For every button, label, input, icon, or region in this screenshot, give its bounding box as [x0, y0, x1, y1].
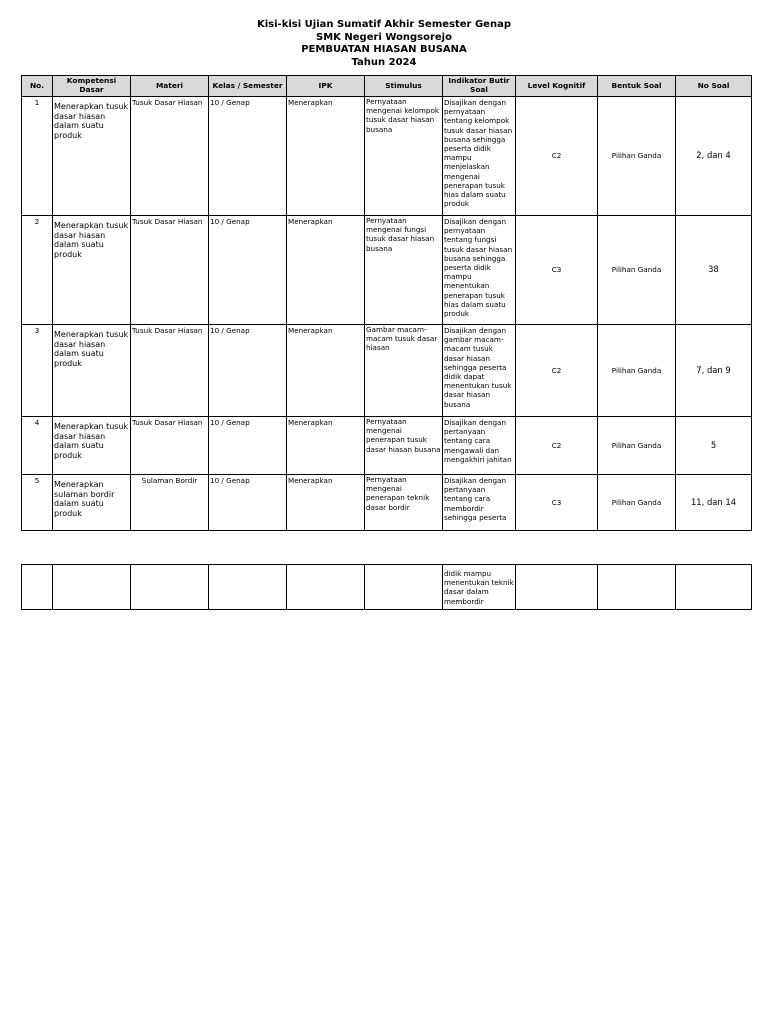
cell-stimulus: Pernyataan mengenai penerapan tusuk dasar hiasan busana	[365, 417, 443, 475]
cell-kd: Menerapkan sulaman bordir dalam suatu produk	[53, 475, 131, 531]
cell-no: 1	[22, 97, 53, 216]
cell-level: C2	[516, 325, 598, 417]
school-name: SMK Negeri Wongsorejo	[316, 31, 452, 43]
cell-bentuk: Pilihan Ganda	[598, 97, 676, 216]
cell-kelas: 10 / Genap	[209, 97, 287, 216]
cell-materi: Sulaman Bordir	[131, 475, 209, 531]
col-header-no: No.	[22, 76, 53, 97]
col-header-level: Level Kognitif	[516, 76, 598, 97]
cell-indikator: Disajikan dengan pernyataan tentang fungsi tusuk dasar hiasan busana sehingga peserta didik mampu menentukan penerapan tusuk hias dalam suatu produk	[443, 216, 516, 325]
cell-bentuk: Pilihan Ganda	[598, 417, 676, 475]
cell-kd: Menerapkan tusuk dasar hiasan dalam suatu produk	[53, 97, 131, 216]
cell-level: C3	[516, 216, 598, 325]
cell-kelas: 10 / Genap	[209, 475, 287, 531]
table-row	[22, 475, 752, 531]
cell-kelas: 10 / Genap	[209, 216, 287, 325]
cell-nosoal: 5	[676, 417, 752, 475]
cell-no: 3	[22, 325, 53, 417]
table-header-row	[22, 76, 752, 97]
cell-kd: Menerapkan tusuk dasar hiasan dalam suatu produk	[53, 325, 131, 417]
cell-kd: Menerapkan tusuk dasar hiasan dalam suatu produk	[53, 417, 131, 475]
cell-level: C2	[516, 97, 598, 216]
year-label: Tahun 2024	[351, 56, 417, 68]
cell-materi: Tusuk Dasar Hiasan	[131, 417, 209, 475]
col-header-bentuk: Bentuk Soal	[598, 76, 676, 97]
col-header-kelas: Kelas / Semester	[209, 76, 287, 97]
cell-materi	[131, 565, 209, 610]
cell-indikator: Disajikan dengan pertanyaan tentang cara mengawali dan mengakhiri jahitan	[443, 417, 516, 475]
cell-ipk: Menerapkan	[287, 325, 365, 417]
col-header-ipk: IPK	[287, 76, 365, 97]
cell-indikator: Disajikan dengan pertanyaan tentang cara membordir sehingga peserta	[443, 475, 516, 531]
doc-title: Kisi-kisi Ujian Sumatif Akhir Semester Genap	[257, 19, 511, 30]
cell-kelas	[209, 565, 287, 610]
kisi-kisi-table	[21, 75, 752, 531]
table-row	[22, 97, 752, 216]
cell-no: 5	[22, 475, 53, 531]
cell-level: C2	[516, 417, 598, 475]
cell-ipk: Menerapkan	[287, 475, 365, 531]
continuation-table	[21, 564, 752, 610]
col-header-materi: Materi	[131, 76, 209, 97]
col-header-indikator: Indikator Butir Soal	[443, 76, 516, 97]
cell-stimulus	[365, 565, 443, 610]
cell-kd: Menerapkan tusuk dasar hiasan dalam suatu produk	[53, 216, 131, 325]
col-header-stimulus: Stimulus	[365, 76, 443, 97]
cell-no	[22, 565, 53, 610]
cell-kelas: 10 / Genap	[209, 417, 287, 475]
cell-indikator: didik mampu menentukan teknik dasar dalam membordir	[443, 565, 516, 610]
cell-indikator: Disajikan dengan gambar macam-macam tusuk dasar hiasan sehingga peserta didik dapat menentukan tusuk dasar hiasan busana	[443, 325, 516, 417]
table-row	[22, 565, 752, 610]
cell-stimulus: Pernyataan mengenai penerapan teknik dasar bordir	[365, 475, 443, 531]
cell-ipk: Menerapkan	[287, 216, 365, 325]
cell-bentuk: Pilihan Ganda	[598, 325, 676, 417]
cell-stimulus: Pernyataan mengenai fungsi tusuk dasar hiasan busana	[365, 216, 443, 325]
cell-nosoal: 7, dan 9	[676, 325, 752, 417]
col-header-nosoal: No Soal	[676, 76, 752, 97]
cell-materi: Tusuk Dasar Hiasan	[131, 325, 209, 417]
subject-name: PEMBUATAN HIASAN BUSANA	[301, 44, 467, 55]
cell-level	[516, 565, 598, 610]
cell-nosoal: 11, dan 14	[676, 475, 752, 531]
cell-materi: Tusuk Dasar Hiasan	[131, 216, 209, 325]
cell-kd	[53, 565, 131, 610]
cell-kelas: 10 / Genap	[209, 325, 287, 417]
cell-stimulus: Pernyataan mengenai kelompok tusuk dasar hiasan busana	[365, 97, 443, 216]
cell-bentuk: Pilihan Ganda	[598, 216, 676, 325]
table-row	[22, 325, 752, 417]
cell-ipk: Menerapkan	[287, 417, 365, 475]
cell-nosoal	[676, 565, 752, 610]
col-header-kd: Kompetensi Dasar	[53, 76, 131, 97]
cell-bentuk: Pilihan Ganda	[598, 475, 676, 531]
cell-indikator: Disajikan dengan pernyataan tentang kelompok tusuk dasar hiasan busana sehingga peserta didik mampu menjelaskan mengenai penerapan tusuk hias dalam suatu produk	[443, 97, 516, 216]
cell-level: C3	[516, 475, 598, 531]
cell-ipk: Menerapkan	[287, 97, 365, 216]
cell-nosoal: 2, dan 4	[676, 97, 752, 216]
cell-ipk	[287, 565, 365, 610]
document-header	[0, 19, 768, 69]
cell-bentuk	[598, 565, 676, 610]
cell-materi: Tusuk Dasar Hiasan	[131, 97, 209, 216]
cell-nosoal: 38	[676, 216, 752, 325]
table-row	[22, 216, 752, 325]
table-row	[22, 417, 752, 475]
cell-no: 2	[22, 216, 53, 325]
cell-stimulus: Gambar macam-macam tusuk dasar hiasan	[365, 325, 443, 417]
cell-no: 4	[22, 417, 53, 475]
